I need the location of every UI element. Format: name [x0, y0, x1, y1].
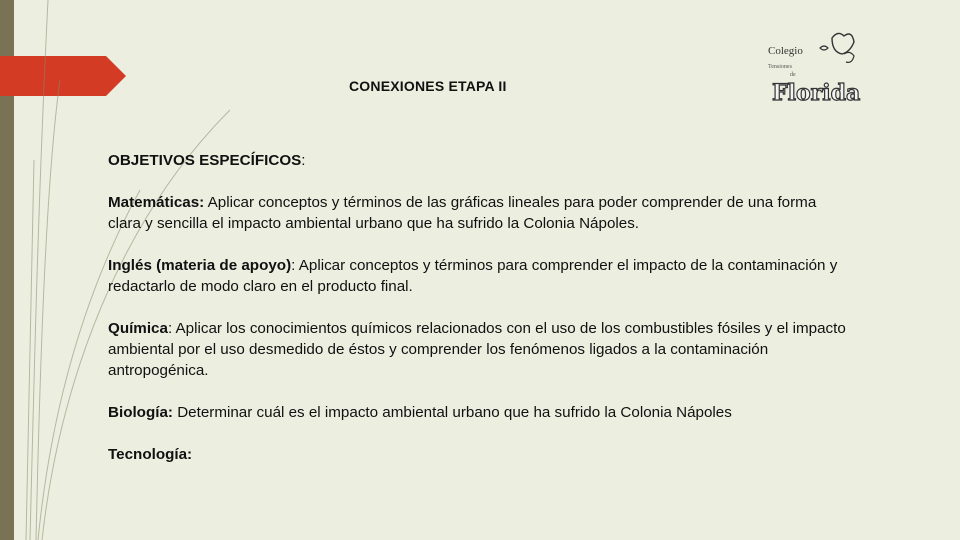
objective-matematicas: [108, 192, 848, 234]
subject-label-tecnologia: Tecnología:: [108, 446, 193, 463]
objective-ingles: [108, 255, 848, 297]
logo-florida-text: Florida: [772, 80, 861, 106]
logo-colegio-text: Colegio: [768, 45, 803, 57]
slide-content: [108, 150, 848, 465]
subject-text-quimica: : Aplicar los conocimientos químicos relacionados con el uso de los combustibles fósiles y el impacto ambiental por el uso desmedido de éstos y comprender los fenómenos ligados a la contaminación antropogénica.: [108, 320, 846, 379]
subject-label-matematicas: Matemáticas:: [108, 194, 205, 211]
objective-tecnologia: [108, 444, 848, 465]
subject-text-matematicas: Aplicar conceptos y términos de las gráficas lineales para poder comprender de una forma clara y sencilla el impacto ambiental urbano que ha sufrido la Colonia Nápoles.: [108, 194, 817, 232]
subject-text-ingles: : Aplicar conceptos y términos para comprender el impacto de la contaminación y redactarlo de modo claro en el producto final.: [108, 257, 838, 295]
title-accent-tab: [0, 56, 126, 96]
logo-de-text: de: [790, 72, 796, 78]
objectives-heading: [108, 150, 848, 171]
subject-label-biologia: Biología:: [108, 404, 173, 421]
objective-quimica: [108, 318, 848, 381]
subject-label-quimica: Química: [108, 320, 168, 337]
subject-text-biologia: Determinar cuál es el impacto ambiental urbano que ha sufrido la Colonia Nápoles: [172, 404, 732, 421]
objectives-heading-label: OBJETIVOS ESPECÍFICOS: [108, 152, 302, 169]
objective-biologia: [108, 402, 848, 423]
slide-title: CONEXIONES ETAPA II: [349, 78, 507, 94]
logo-subtitle-text: Tensiones: [768, 64, 792, 70]
subject-label-ingles: Inglés (materia de apoyo): [108, 257, 292, 274]
objectives-heading-colon: :: [301, 152, 306, 169]
school-logo: [760, 24, 892, 108]
